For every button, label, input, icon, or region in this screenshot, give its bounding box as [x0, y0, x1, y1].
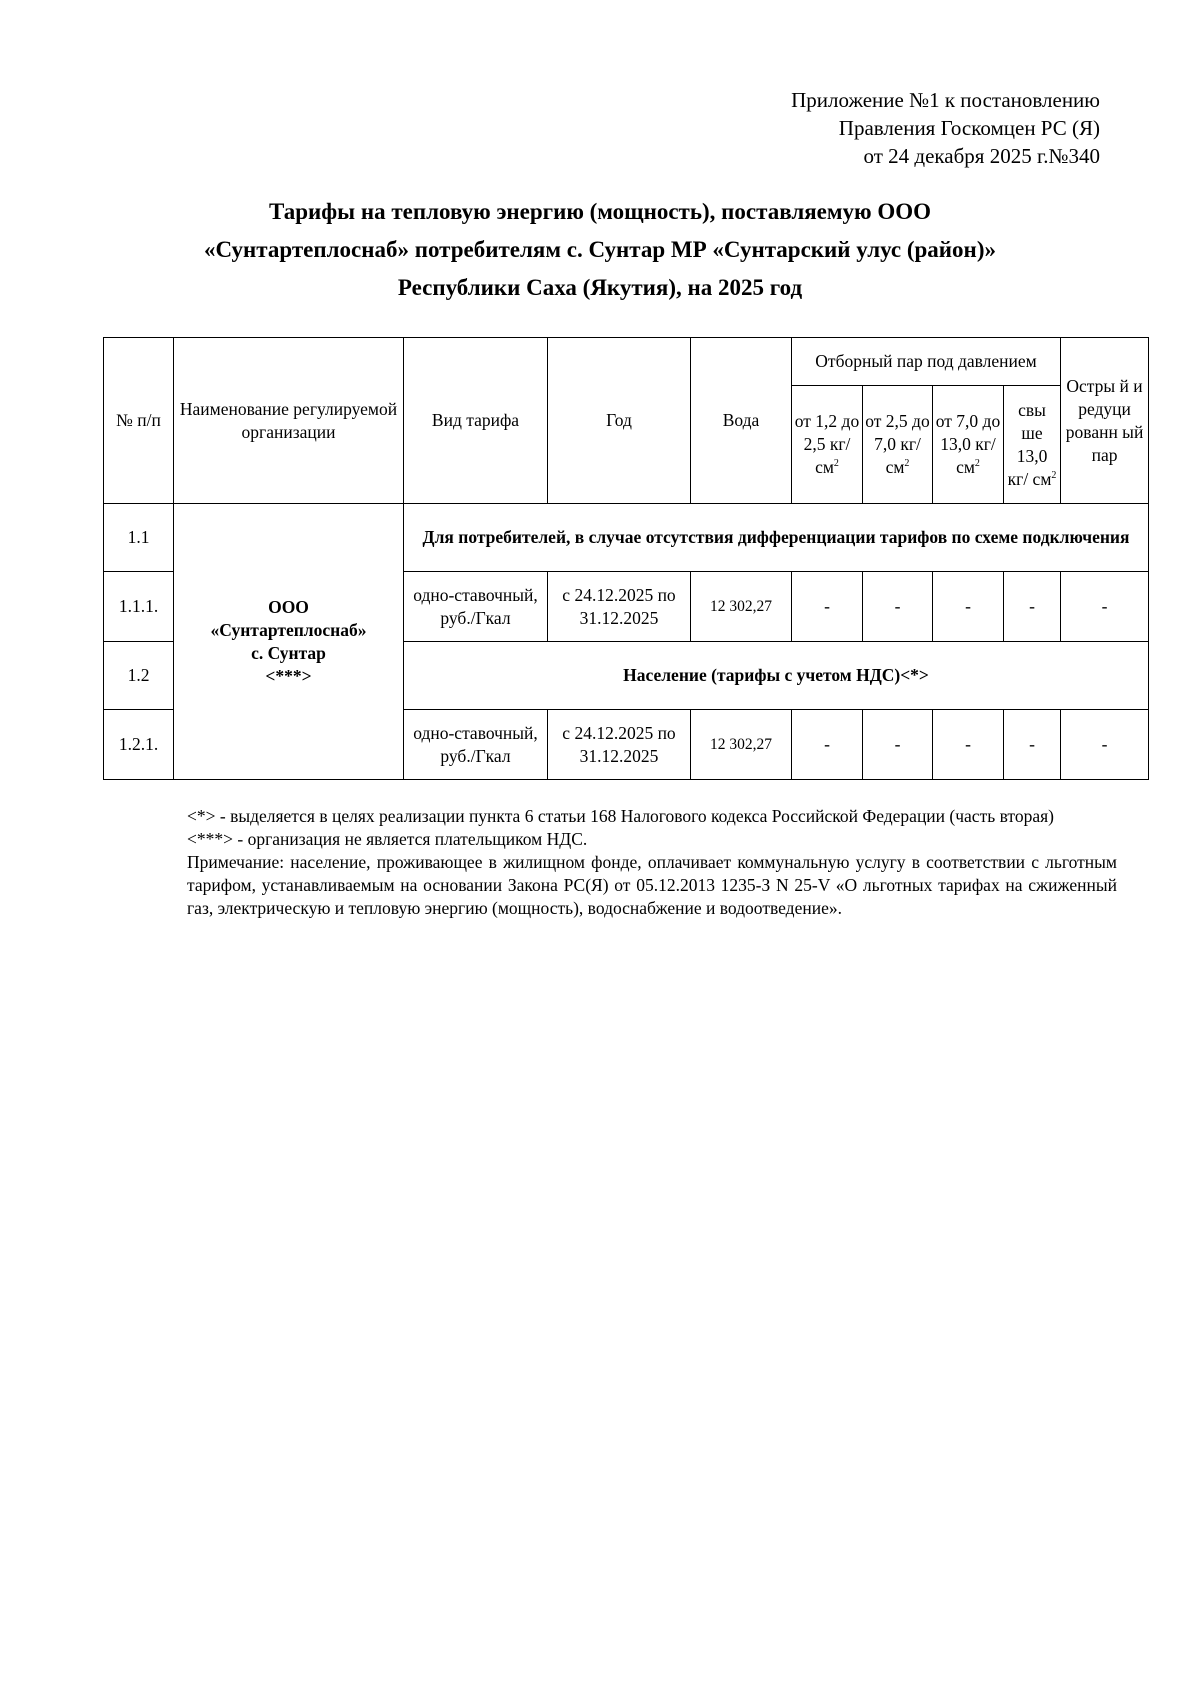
header-num: № п/п [104, 338, 174, 504]
title-line-2: «Сунтартеплоснаб» потребителям с. Сунтар МР «Сунтарский улус (район)» [204, 237, 996, 262]
footnote-vat: <*> - выделяется в целях реализации пункта 6 статьи 168 Налогового кодекса Российской Федерации (часть вторая) [187, 806, 1054, 826]
row-num: 1.2.1. [104, 710, 174, 780]
footnote-not-vat-payer: <***> - организация не является плательщиком НДС. [187, 829, 588, 849]
pressure-2-value: - [863, 710, 933, 780]
tariff-type-cell: одно-ставочный, руб./Гкал [404, 710, 548, 780]
footnotes [187, 805, 1117, 920]
row-num: 1.2 [104, 642, 174, 710]
pressure-3-value: - [933, 710, 1004, 780]
appendix-line-2: Правления Госкомцен РС (Я) [838, 116, 1100, 140]
appendix-line-3: от 24 декабря 2025 г.№340 [863, 144, 1100, 168]
header-pressure-2: от 2,5 до 7,0 кг/ $см^2$ [863, 386, 933, 504]
pressure-4-value: - [1004, 572, 1061, 642]
year-cell: с 24.12.2025 по 31.12.2025 [548, 710, 691, 780]
header-year: Год [548, 338, 691, 504]
header-pressure-4: свы ше 13,0 кг/ $см^2$ [1004, 386, 1061, 504]
org-name-line-1: ООО [268, 596, 309, 617]
header-pressure-3: от 7,0 до 13,0 кг/ $см^2$ [933, 386, 1004, 504]
section-header: Для потребителей, в случае отсутствия дифференциации тарифов по схеме подключения [404, 504, 1149, 572]
tariff-type-cell: одно-ставочный, руб./Гкал [404, 572, 548, 642]
header-pressure-1: от 1,2 до 2,5 кг/ $см^2$ [792, 386, 863, 504]
header-sharp-steam: Остры й и редуци рованн ый пар [1061, 338, 1149, 504]
header-steam-group: Отборный пар под давлением [792, 338, 1061, 386]
appendix-line-1: Приложение №1 к постановлению [791, 88, 1100, 112]
org-name-line-3: с. Сунтар [251, 642, 326, 663]
sharp-steam-value: - [1061, 710, 1149, 780]
section-header: Население (тарифы с учетом НДС)<*> [404, 642, 1149, 710]
header-tariff-type: Вид тарифа [404, 338, 548, 504]
title-line-3: Республики Саха (Якутия), на 2025 год [397, 275, 803, 300]
pressure-2-value: - [863, 572, 933, 642]
org-name-line-2: «Сунтартеплоснаб» [210, 619, 367, 640]
pressure-1-value: - [792, 710, 863, 780]
footnote-remark: Примечание: население, проживающее в жилищном фонде, оплачивает коммунальную услугу в соответствии с льготным тарифом, устанавливаемым на основании Закона РС(Я) от 05.12.2013 1235-З N 25-V «О льготных тарифах на сжиженный газ, электрическую и тепловую энергию (мощность), водоснабжение и водоотведение». [187, 852, 1117, 918]
org-name-cell [174, 504, 404, 780]
row-num: 1.1.1. [104, 572, 174, 642]
header-org: Наименование регулируемой организации [174, 338, 404, 504]
water-value: 12 302,27 [691, 572, 792, 642]
pressure-4-value: - [1004, 710, 1061, 780]
tariff-table [103, 337, 1149, 780]
header-water: Вода [691, 338, 792, 504]
pressure-1-value: - [792, 572, 863, 642]
pressure-3-value: - [933, 572, 1004, 642]
water-value: 12 302,27 [691, 710, 792, 780]
title-line-1: Тарифы на тепловую энергию (мощность), поставляемую ООО [268, 199, 932, 224]
sharp-steam-value: - [1061, 572, 1149, 642]
year-cell: с 24.12.2025 по 31.12.2025 [548, 572, 691, 642]
org-name-line-4: <***> [265, 665, 312, 686]
row-num: 1.1 [104, 504, 174, 572]
document-title [160, 193, 1040, 307]
appendix-header [540, 86, 1100, 170]
